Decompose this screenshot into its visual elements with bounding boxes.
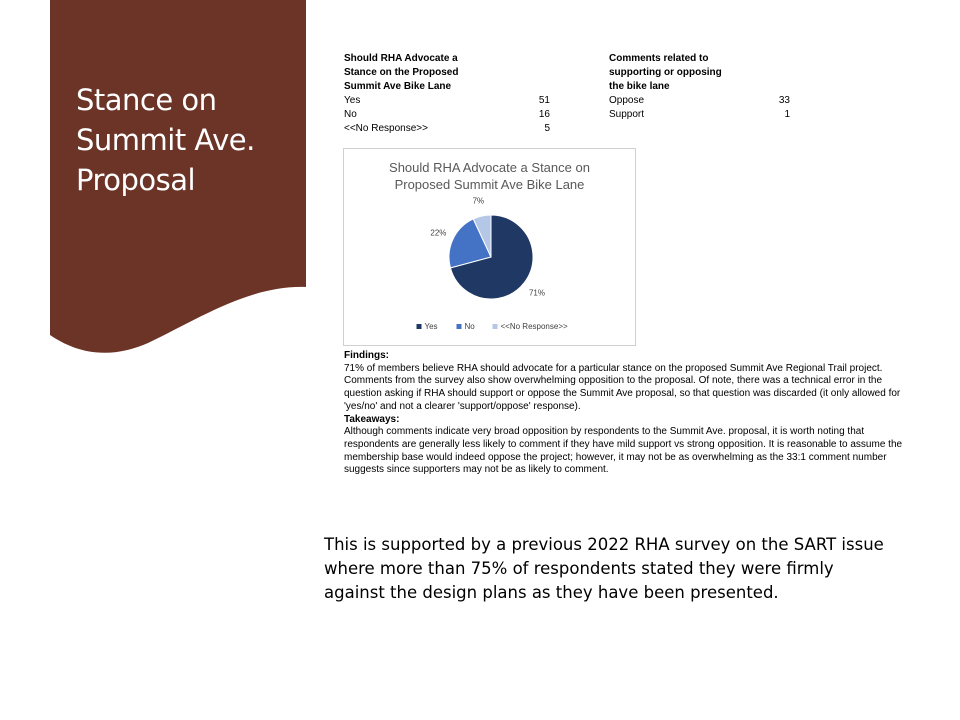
row-value: 16 (538, 109, 550, 120)
supporting-note: This is supported by a previous 2022 RHA survey on the SART issue where more than 75% of respondents stated they were firmly against the design plans as they have been presented. (324, 535, 884, 602)
findings-text: 71% of members believe RHA should advocate for a particular stance on the proposed Summit Ave Regional Trail project. Comments from the survey also show overwhelming opposition to the proposal. Of note, there was a technical error in the question asking if RHA should support or oppose the Summit Ave proposal, so that question was discarded (it only allowed for 'yes/no' and not a clearer 'support/oppose' response). (344, 362, 901, 412)
data-label-no: 22% (430, 228, 447, 238)
chart-title: Should RHA Advocate a Stance on Proposed Summit Ave Bike Lane (389, 160, 590, 192)
row-label: <<No Response>> (344, 123, 428, 134)
legend-label-no: No (464, 322, 475, 331)
row-label: Support (609, 109, 645, 120)
takeaways-heading: Takeaways: (344, 413, 400, 425)
table-row (344, 94, 550, 108)
row-label: Yes (344, 95, 361, 106)
takeaways-text: Although comments indicate very broad opposition by respondents to the Summit Ave. proposal, it is worth noting that respondents are generally less likely to comment if they have mild support vs strong opposition. It is reasonable to assume the membership base would indeed oppose the project; however, it may not be as overwhelming as the 33:1 comment number suggests since supporters may not be as likely to comment. (344, 426, 903, 476)
comments-table (609, 52, 790, 122)
stance-table-header: Should RHA Advocate a Stance on the Proposed Summit Ave Bike Lane (344, 53, 459, 92)
legend-swatch-yes (417, 324, 422, 329)
row-value: 33 (778, 95, 790, 106)
table-row (609, 94, 790, 108)
legend-swatch-no-response (493, 324, 498, 329)
data-label-no-response: 7% (472, 196, 485, 206)
slide-title: Stance on Summit Ave. Proposal (76, 83, 255, 197)
legend-label-yes: Yes (424, 322, 438, 331)
findings-block (344, 350, 904, 477)
table-row (344, 108, 550, 122)
legend-label-no-response: <<No Response>> (500, 322, 568, 331)
pie-chart-frame (343, 148, 636, 346)
title-panel (50, 0, 306, 360)
row-value: 5 (544, 123, 550, 134)
row-label: No (344, 109, 357, 120)
pie-chart (344, 149, 635, 345)
row-value: 51 (538, 95, 550, 106)
data-label-yes: 71% (528, 288, 546, 298)
legend-swatch-no (457, 324, 462, 329)
table-row (609, 108, 790, 122)
stance-table (344, 52, 550, 136)
row-label: Oppose (609, 95, 645, 106)
findings-heading: Findings: (344, 350, 389, 361)
comments-table-header: Comments related to supporting or opposing the bike lane (609, 53, 722, 92)
row-value: 1 (784, 109, 790, 120)
table-row (344, 122, 550, 136)
